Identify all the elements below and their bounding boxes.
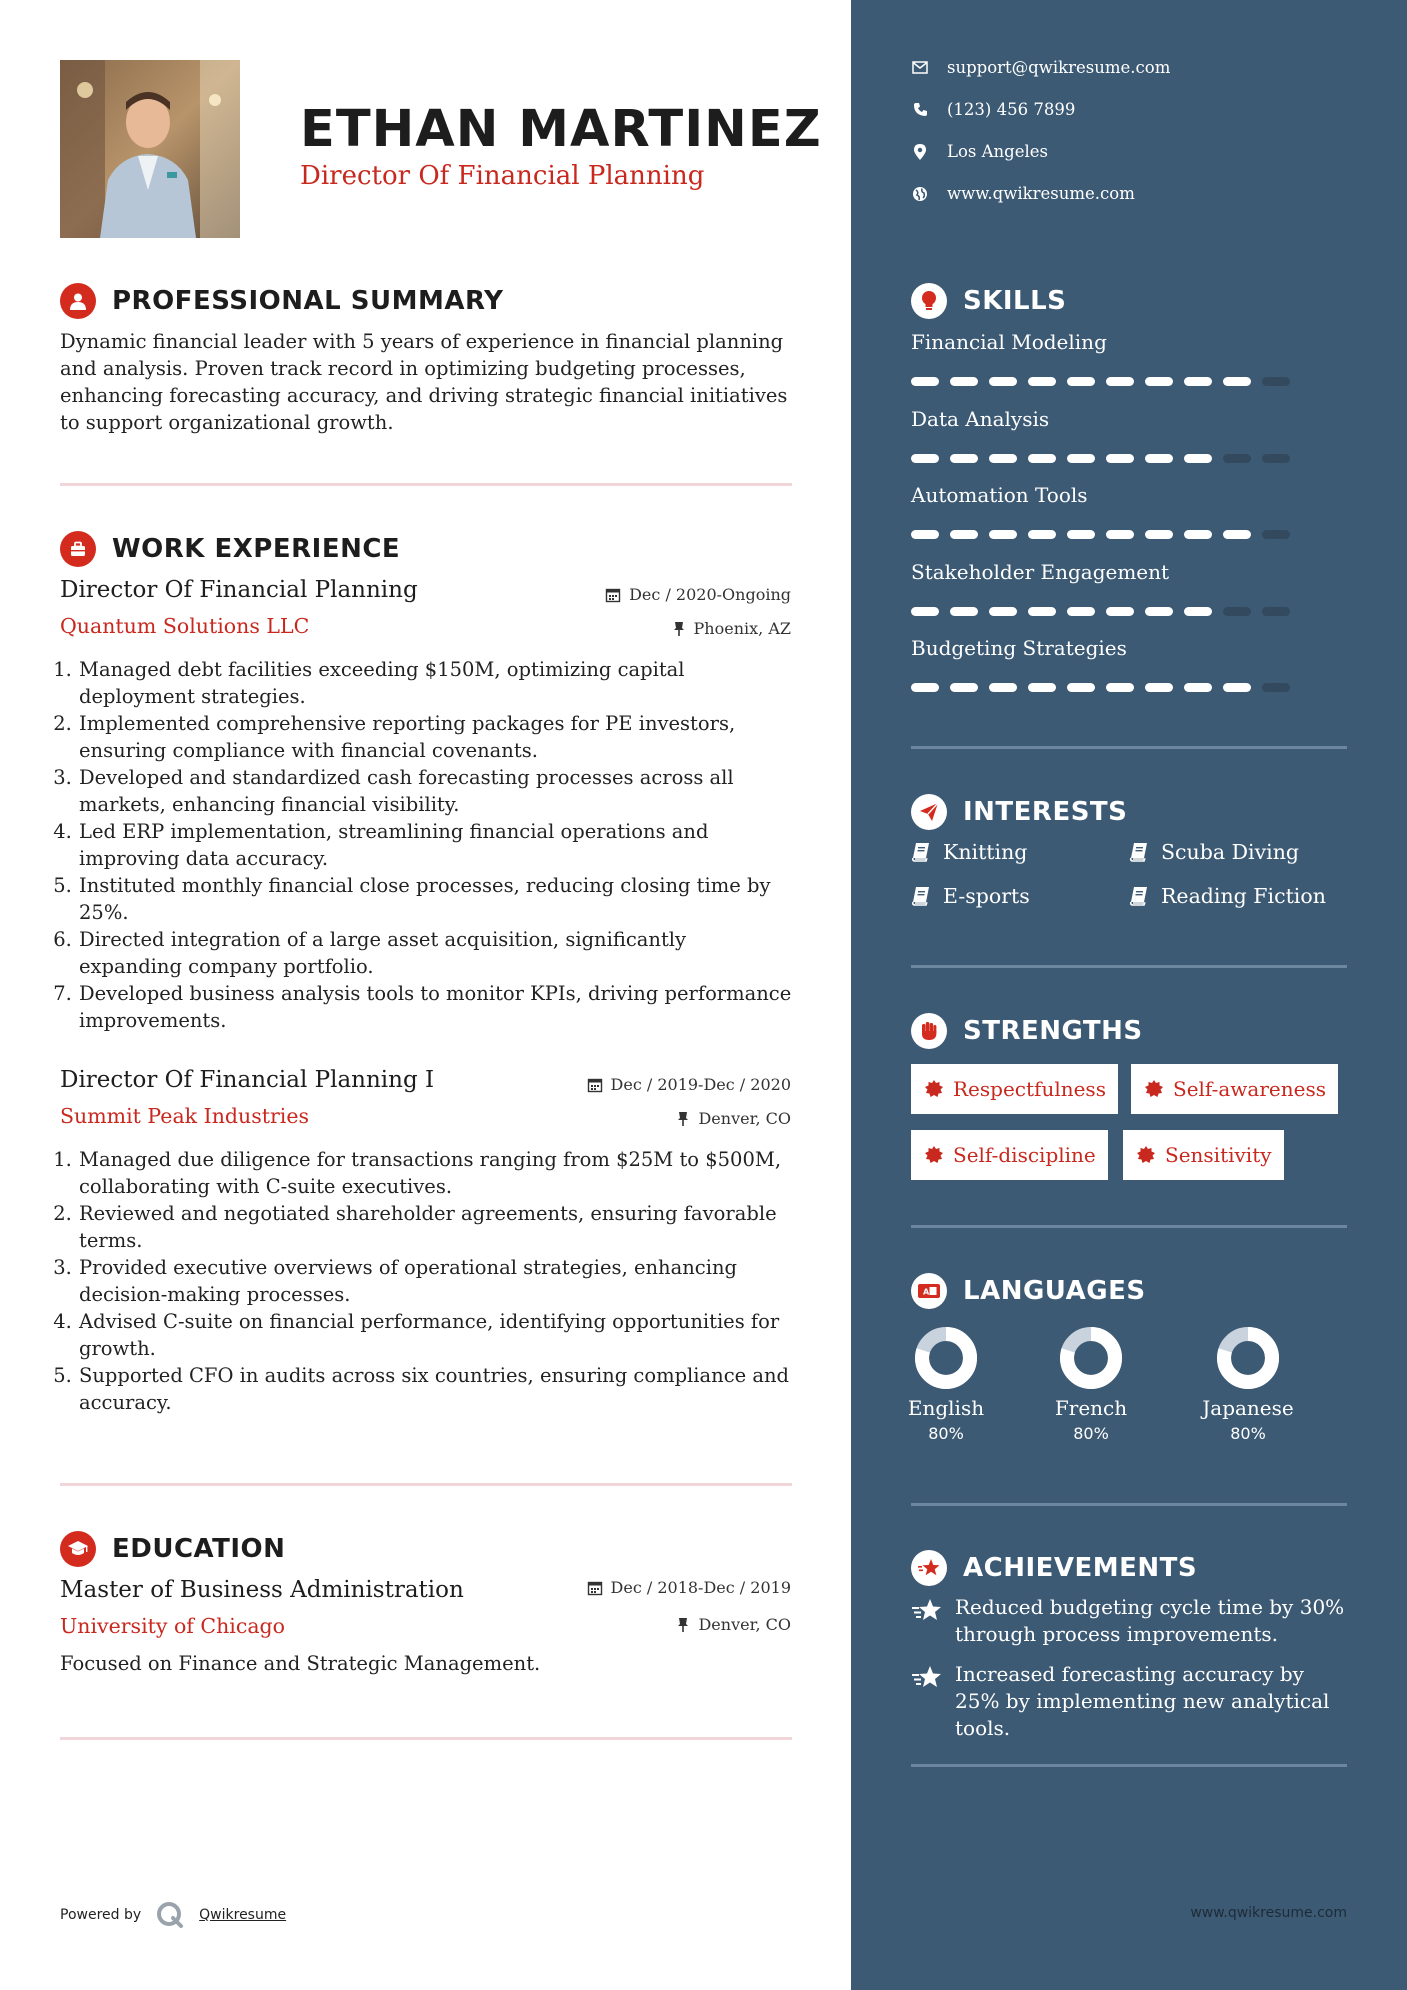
- language-percent: 80%: [1230, 1424, 1266, 1443]
- profile-photo: [60, 60, 240, 238]
- interests-title: INTERESTS: [963, 797, 1128, 827]
- footer-website[interactable]: www.qwikresume.com: [1190, 1905, 1347, 1921]
- skill-segment: [950, 530, 978, 539]
- list-item: 2. Reviewed and negotiated shareholder agreements, ensuring favorable terms.: [78, 1200, 795, 1254]
- strengths-heading: [911, 1013, 1143, 1049]
- skill-segment: [1223, 683, 1251, 692]
- globe-icon: [911, 185, 929, 203]
- skill-level-bar: [911, 377, 1290, 386]
- skill-segment: [1028, 607, 1056, 616]
- achievement-item: Reduced budgeting cycle time by 30% through process improvements.: [911, 1594, 1351, 1648]
- experience-title: WORK EXPERIENCE: [112, 534, 401, 564]
- skill-segment: [1262, 607, 1290, 616]
- star-icon: [911, 1550, 947, 1586]
- skill-segment: [950, 454, 978, 463]
- contact-phone[interactable]: (123) 456 7899: [911, 100, 1075, 119]
- skill-segment: [1223, 454, 1251, 463]
- section-divider: [911, 1764, 1347, 1767]
- skill-segment: [1067, 530, 1095, 539]
- pin-icon: [676, 1111, 690, 1127]
- skill-name: Data Analysis: [911, 406, 1050, 431]
- list-item: 1. Managed debt facilities exceeding $150M, optimizing capital deployment strategies.: [78, 656, 795, 710]
- skill-segment: [1223, 607, 1251, 616]
- powered-by-label: Powered by: [60, 1907, 142, 1923]
- contact-location: Los Angeles: [911, 142, 1048, 161]
- calendar-icon: [605, 587, 621, 603]
- section-divider: [60, 1483, 792, 1486]
- list-item: 2. Implemented comprehensive reporting packages for PE investors, ensuring compliance with financial covenants.: [78, 710, 795, 764]
- map-marker-icon: [911, 143, 929, 161]
- skill-segment: [1106, 377, 1134, 386]
- skill-segment: [950, 607, 978, 616]
- job-date: Dec / 2020-Ongoing: [605, 585, 791, 604]
- skill-name: Stakeholder Engagement: [911, 559, 1170, 584]
- list-item: 1. Managed due diligence for transactions ranging from $25M to $500M, collaborating with C-suite executives.: [78, 1146, 795, 1200]
- skill-segment: [1067, 607, 1095, 616]
- skill-segment: [1067, 683, 1095, 692]
- job-date: Dec / 2019-Dec / 2020: [587, 1075, 791, 1094]
- job-company: Quantum Solutions LLC: [60, 614, 310, 638]
- graduation-icon: [60, 1531, 96, 1567]
- certificate-icon: [925, 1146, 943, 1164]
- list-item: 5. Instituted monthly financial close processes, reducing closing time by 25%.: [78, 872, 795, 926]
- skill-segment: [1028, 377, 1056, 386]
- section-divider: [911, 1225, 1347, 1228]
- section-divider: [911, 746, 1347, 749]
- star-icon: [911, 1661, 943, 1742]
- skill-segment: [1028, 530, 1056, 539]
- skills-title: SKILLS: [963, 286, 1067, 316]
- lightbulb-icon: [911, 283, 947, 319]
- list-item: 7. Developed business analysis tools to monitor KPIs, driving performance improvements.: [78, 980, 795, 1034]
- skill-segment: [911, 683, 939, 692]
- achievements-title: ACHIEVEMENTS: [963, 1553, 1198, 1583]
- skill-segment: [1067, 377, 1095, 386]
- skill-level-bar: [911, 607, 1290, 616]
- job-title: Director Of Financial Planning I: [60, 1067, 435, 1093]
- calendar-icon: [587, 1580, 603, 1596]
- list-item: 4. Advised C-suite on financial performance, identifying opportunities for growth.: [78, 1308, 795, 1362]
- education-heading: [60, 1531, 285, 1567]
- skill-level-bar: [911, 530, 1290, 539]
- section-divider: [60, 483, 792, 486]
- job-bullets: [60, 656, 795, 1034]
- skill-segment: [1184, 454, 1212, 463]
- skill-segment: [1184, 377, 1212, 386]
- language-donut: [914, 1326, 978, 1390]
- language-donut: [1216, 1326, 1280, 1390]
- education-title: EDUCATION: [112, 1534, 286, 1564]
- language-item: [1031, 1326, 1151, 1443]
- languages-title: LANGUAGES: [963, 1276, 1146, 1306]
- candidate-title: Director Of Financial Planning: [300, 161, 705, 191]
- interest-item: E-sports: [911, 884, 1030, 908]
- achievement-item: Increased forecasting accuracy by 25% by implementing new analytical tools.: [911, 1661, 1351, 1742]
- degree-title: Master of Business Administration: [60, 1577, 464, 1603]
- svg-text:A: A: [923, 1287, 930, 1297]
- list-item: 3. Developed and standardized cash forecasting processes across all markets, enhancing financial visibility.: [78, 764, 795, 818]
- interest-item: Scuba Diving: [1129, 840, 1299, 864]
- summary-heading: [60, 283, 503, 319]
- summary-title: PROFESSIONAL SUMMARY: [112, 286, 504, 316]
- section-divider: [60, 1737, 792, 1740]
- qwikresume-link[interactable]: Qwikresume: [199, 1907, 287, 1923]
- book-icon: [1129, 886, 1149, 906]
- job-title: Director Of Financial Planning: [60, 577, 418, 603]
- education-date: Dec / 2018-Dec / 2019: [587, 1578, 791, 1597]
- skill-segment: [1262, 683, 1290, 692]
- book-icon: [911, 886, 931, 906]
- strength-badge: Self-awareness: [1131, 1064, 1338, 1114]
- skill-segment: [950, 683, 978, 692]
- language-name: English: [907, 1396, 985, 1420]
- skill-segment: [1028, 454, 1056, 463]
- skill-segment: [1067, 454, 1095, 463]
- skill-segment: [1223, 377, 1251, 386]
- list-item: 5. Supported CFO in audits across six countries, ensuring compliance and accuracy.: [78, 1362, 795, 1416]
- skill-name: Financial Modeling: [911, 330, 1107, 354]
- book-icon: [911, 842, 931, 862]
- envelope-icon: [911, 59, 929, 77]
- summary-text: Dynamic financial leader with 5 years of experience in financial planning and analysis. Proven track record in optimizing budgeting processes, enhancing forecasting accuracy, and driving strategic financial initiatives to support organizational growth.: [60, 330, 788, 434]
- powered-by: [60, 1900, 286, 1930]
- education-location: Denver, CO: [676, 1615, 791, 1634]
- skill-name: Automation Tools: [911, 483, 1088, 507]
- book-icon: [1129, 842, 1149, 862]
- briefcase-icon: [60, 531, 96, 567]
- skill-segment: [1184, 683, 1212, 692]
- skill-segment: [1106, 454, 1134, 463]
- language-item: [1188, 1326, 1308, 1443]
- phone-icon: [911, 101, 929, 119]
- job-bullets: [60, 1146, 795, 1416]
- fist-icon: [911, 1013, 947, 1049]
- language-donut: [1059, 1326, 1123, 1390]
- certificate-icon: [925, 1080, 943, 1098]
- section-divider: [911, 1503, 1347, 1506]
- job-company: Summit Peak Industries: [60, 1104, 309, 1128]
- language-percent: 80%: [928, 1424, 964, 1443]
- skill-segment: [911, 530, 939, 539]
- interest-item: Reading Fiction: [1129, 884, 1326, 908]
- language-name: Japanese: [1202, 1396, 1294, 1420]
- skill-segment: [1106, 530, 1134, 539]
- achievements-heading: [911, 1550, 1197, 1586]
- translate-icon: [911, 1273, 947, 1309]
- skill-segment: [989, 530, 1017, 539]
- skills-heading: [911, 283, 1066, 319]
- skill-segment: [1184, 530, 1212, 539]
- sidebar: [851, 0, 1407, 1990]
- strength-badge: Respectfulness: [911, 1064, 1118, 1114]
- skill-segment: [1145, 683, 1173, 692]
- strength-badge: Sensitivity: [1123, 1130, 1284, 1180]
- skill-segment: [1262, 530, 1290, 539]
- certificate-icon: [1145, 1080, 1163, 1098]
- certificate-icon: [1137, 1146, 1155, 1164]
- strength-badge: Self-discipline: [911, 1130, 1108, 1180]
- skill-segment: [1145, 530, 1173, 539]
- experience-heading: [60, 531, 400, 567]
- section-divider: [911, 965, 1347, 968]
- paper-plane-icon: [911, 794, 947, 830]
- star-icon: [911, 1594, 943, 1648]
- skill-segment: [1145, 607, 1173, 616]
- skill-segment: [989, 683, 1017, 692]
- skill-segment: [989, 377, 1017, 386]
- school-name: University of Chicago: [60, 1614, 286, 1638]
- user-icon: [60, 283, 96, 319]
- skill-segment: [1262, 377, 1290, 386]
- skill-segment: [950, 377, 978, 386]
- language-percent: 80%: [1073, 1424, 1109, 1443]
- skill-level-bar: [911, 454, 1290, 463]
- contact-website[interactable]: www.qwikresume.com: [911, 184, 1135, 203]
- skill-level-bar: [911, 683, 1290, 692]
- skill-segment: [911, 454, 939, 463]
- job-location: Denver, CO: [676, 1109, 791, 1128]
- job-location: Phoenix, AZ: [672, 619, 791, 638]
- qwikresume-logo-icon: [155, 1900, 185, 1930]
- pin-icon: [676, 1617, 690, 1633]
- pin-icon: [672, 621, 686, 637]
- list-item: 4. Led ERP implementation, streamlining financial operations and improving data accuracy.: [78, 818, 795, 872]
- skill-segment: [1106, 607, 1134, 616]
- languages-heading: [911, 1273, 1146, 1309]
- skill-segment: [911, 377, 939, 386]
- candidate-name: ETHAN MARTINEZ: [300, 100, 822, 159]
- calendar-icon: [587, 1077, 603, 1093]
- contact-email[interactable]: support@qwikresume.com: [911, 58, 1170, 77]
- skill-segment: [1223, 530, 1251, 539]
- interest-item: Knitting: [911, 840, 1027, 864]
- strengths-title: STRENGTHS: [963, 1016, 1143, 1046]
- skill-name: Budgeting Strategies: [911, 636, 1127, 660]
- skill-segment: [1262, 454, 1290, 463]
- skill-segment: [1184, 607, 1212, 616]
- list-item: 6. Directed integration of a large asset acquisition, significantly expanding company portfolio.: [78, 926, 795, 980]
- skill-segment: [911, 607, 939, 616]
- list-item: 3. Provided executive overviews of operational strategies, enhancing decision-making processes.: [78, 1254, 795, 1308]
- interests-heading: [911, 794, 1127, 830]
- skill-segment: [1106, 683, 1134, 692]
- skill-segment: [989, 454, 1017, 463]
- skill-segment: [1145, 377, 1173, 386]
- skill-segment: [1028, 683, 1056, 692]
- language-item: [886, 1326, 1006, 1443]
- skill-segment: [1145, 454, 1173, 463]
- education-description: Focused on Finance and Strategic Management.: [60, 1652, 541, 1675]
- language-name: French: [1054, 1396, 1128, 1420]
- skill-segment: [989, 607, 1017, 616]
